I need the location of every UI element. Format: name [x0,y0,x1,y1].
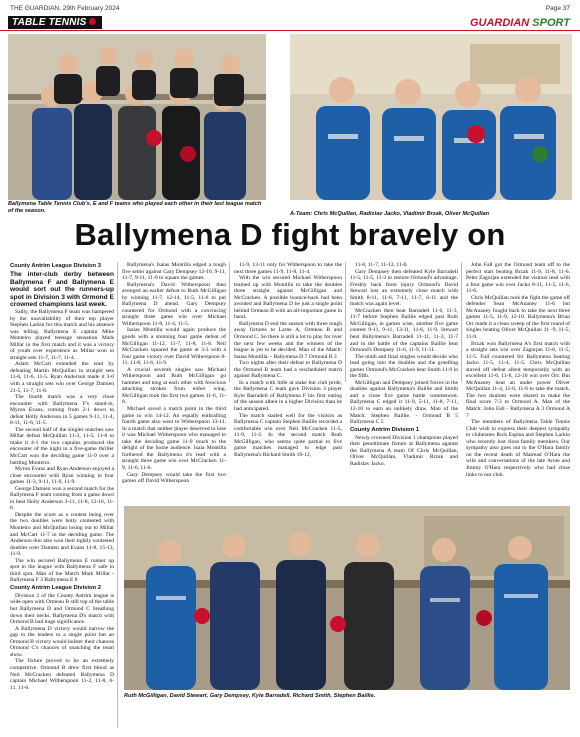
section-header [0,16,580,31]
article-paragraph: Adam McCart extended the lead by defeating Martin McQuillan in straight sets 11-8, 11-6, 11-5. Ryan Anderson made it 3-0 with a straight sets win over George Damien 21-5, 11-7, 11-8. [10,361,114,394]
section-subheading: County Antrim Division 1 [350,426,420,433]
article-column-3 [234,262,342,458]
article-paragraph: The second half of the singles matches saw Millar defeat McQuillan 11-3, 11-5, 11-8 to make it 4-1 the two captains produced the encounter of the night in a five-game thriller McCart won the deciding game 11-9 over a battling Monteiro. [10,426,114,466]
a-team-photo [290,34,572,200]
article-paragraph: John Fall got the Ormond team off to the perfect start beating Brzak 11-9, 11-8, 11-6. Peter Zagorjan extended the visitors lead with a four game win over Jacko 8-11, 11-5, 11-6, 11-6. [466,262,570,295]
article-paragraph: McCracken then beat Barradell 11-6, 11-3, 11-7 before Stephen Baillie edged past Ruth McGilligan, in games wise, another five game contest 9-11, 9-11, 13-11, 11-6, 11-9. Stewart beat Ballymena's Barradell 11-11, 11-3, 11-7 and in the battle of the captains Baillie beat Ormond's Dempsey 11-6, 11-9, 11-11. [350,307,458,354]
article-paragraph: The ninth and final singles would decide who lead going into the doubles and the gruelling games Ormond's McCracken beat Smith 11-9 in the fifth. [350,353,458,380]
article-paragraph: Myron Evans and Ryan Anderson enjoyed a close encounter with Ryan winning in four games 11-3, 9-11, 11-9, 11-9. [10,466,114,486]
article-paragraph: Division 2 of the County Antrim league is wide open with Ormeau B still top of the table but Ballymena D and Ormond C breathing down their necks. Ballymena D's match with Ormond B had huge significance. [10,592,114,626]
article-paragraph: A crucial seventh singles saw Michael Witherspoon and Ruth McGilligan go hammer and tong at each other with ferocious attacking strokes from either wing. McGilligan took the first two games 11-6, 11-8. [122,366,226,406]
article-paragraph: Two nights after their defeat to Ballymena D the Ormond B team had a rescheduled match against Ballymena C. [234,360,342,380]
article-paragraph: In a match with little at stake but club pride, the Ballymena C team gave Division 3 player Kyle Barradell of Ballymena F his first outing of the season albeit in a higher Division than he had anticipated. [234,379,342,413]
ormond-ballymena-photo-caption: Ruth McGilligan, David Stewart, Gary Dempsey, Kyle Barradell, Richard Smith, Stephen Baillie. [124,693,376,699]
article-standfirst: The inter-club derby between Ballymena F and Ballymena E would sort out the runners-up spot in Division 3 with Ormond E crowned champions last week. [10,271,114,309]
article-paragraph: The match started well for the visitors as Ballymena C captain Stephen Baillie recorded a comfortable win over Neil McCracken 11-5, 11-9, 11-2. In the second match Ruth McGilligan, who seems quite partial to five game matches managed to edge past Ballymena's Richard Smith 10-12, [234,412,342,458]
article-paragraph: 11-8, 11-7, 11-13, 11-6. [355,262,408,268]
article-paragraph: Chris McQuillan took the fight the game off defender Sean McAnaney 11-6 but McAnaney fought back to take the next three games 11-5, 11-9, 12-10. Ballymena's Brian Orr made it a clean sweep of the first round of singles beating Oliver McQuillan 11 -9, 11-5, 11-9. [466,294,570,341]
article-column-2 [122,262,226,485]
article-paragraph: Sadly, the Ballymena F team was hampered by the unavailability of their top player Stephen Larkin for this match and his absence was telling. Ballymena E captain Mike Monteiro played teenage sensation Mark Millar in the first match and it was a victory of youth over experience as Millar won in straight sets 11-7, 11-7, 11-4. [10,308,114,361]
article-paragraph: The win secured Ballymena E runner up spot in the league with Ballymena F safe in third spot. Man of the Match Mark Millar - Ballymena F 3 Ballymena E 8 [10,557,114,584]
issue-date: THE GUARDIAN, 29th February 2024 [10,5,120,12]
article-paragraph: Brzak won Ballymena A's first match with a straight sets win over Zagorjan 11-6, 11-5, 11-5. Full countered for Ballymena beating Jacko 11-5, 11-4, 11-5. Chris McQuillan staved off defeat albeit temporarily with an excellent 11-6, 11-8, 12-10 win over Orr. But McAnaney beat an under power Oliver McQuillan 11-4, 11-6, 11-6 to take the match. The two doubles were shared to make the final score 7-3 to Ormond A. Man of the Match: John Fall - Ballymena A 3 Ormond A 7 [466,340,570,419]
page-topline [10,3,570,13]
article-paragraph: The fixture proved to be an extremely competitive. Ormond B drew first blood as Neil McCracken defeated Ballymena D captain Michael Witherspoon 11-2, 11-8, 6-11, 11-6. [10,658,114,691]
article-paragraph: Gary Dempsey then defeated Kyle Barradell 11-5, 11-5, 11-3 to restore Ormond's advantage. Freshly back from injury Ormond's David Stewart lost an extremely close match with Smith 8-11, 11-6, 7-11, 11-7, 6-11 and the match was again level. [350,268,458,308]
team-photo-e-f [8,34,266,200]
article-paragraph: Newly crowned Division 1 champions played their penultimate fixture at Ballymena against the Ballymena A team Of Chris McQuillan, Oliver McQuillan, Vladimir Brzak and Radislav Jacko. [350,434,458,467]
article-paragraph: With the win secured Michael Witherspoon teamed up with Montilla to take the doubles three straight against McGilligan and McCracken. A possible bounce-back had been avoided and Ballymena D be just a single point behind Ormeau B with an all-important game in hand. [234,275,342,321]
article-paragraph: George Damien won a second match for the Ballymena F team coming from a game down to beat Holly Anderson 3-11, 11-8, 12-10, 11-6. [10,485,114,512]
article-paragraph: The members of Ballymena Table Tennis Club wish to express their deepest sympathy to clubmates Rick Espina and Stephen Larkin who recently lost close family members. Our sympathy also goes out to the O'Hara family on the recent death of Mairead O'Hara the wife and conversations of the late Arnie and Jimmy O'Hara respectively who had close links to our club. [466,419,570,478]
article-paragraph: Gary Dempsey would take the first two games off David Witherspoon [122,471,226,485]
article-paragraph: Despite the score as a contest being over the two doubles were hotly contested with Monteiro and McQuillan losing out to Millar and McCart 11-7 in the deciding game. The Anderson duo also won their tightly contested doubles over Damien and Evans 11-8, 15-13, 11-9. [10,511,114,558]
column-rule [461,262,462,382]
article-paragraph: The fourth match was a very close encounter with Ballymena F's stand-in, Myron Evans, coming from 2-1 down to defeat Holly Anderson in 5 games 9-11, 11-4, 8-11, 11-6, 11-5. [10,394,114,427]
article-column-4 [350,262,458,467]
section-subheading: County Antrim League Division 2 [10,584,101,591]
article-paragraph: Ballymena D end the season with three tough away fixtures to Larne A, Ormeau B and Ormond C. So there is still a lot to play for over the next few weeks and the winners of the league is yet to be decided. Man of the Match: Isaias Montilla. - Ballymena D 7 Ormond B 3 [234,320,342,360]
team-photo-e-f-caption: Ballymena Table Tennis Club's, E and F teams who played each other in their last league match of the season. [8,201,262,214]
guardian-sport-logo: GUARDIAN SPORT [469,17,570,29]
article-paragraph: Isaias Montilla would again produce the goods with a stunning four game defeat of McGilligan 11-12, 11-7, 11-8, 11-8. Neil McCracken squared the game at 3-3 with a four game victory over David Witherspoon 8-11, 11-8, 11-6, 11-9. [122,327,226,367]
ormond-ballymena-photo [124,506,570,690]
article-column-1 [10,262,114,691]
article-paragraph: Ballymena's Isaias Montilla edged a tough five setter against Gary Dempsey 12-10, 9-11, 11-7, 9-11, 11-9 to square the games. [122,262,226,282]
column-rule [229,262,230,382]
section-subheading: County Antrim League Division 3 [10,263,101,269]
headline: Ballymena D fight bravely on [74,217,506,252]
a-team-photo-caption: A-Team: Chris McQuillan, Radislav Jacko, Vladimir Brzak, Oliver McQuillan [290,211,490,217]
article-paragraph: Ballymena's David Witherspoon then avenged an earlier defeat to Ruth McGilligan by winning 11-7, 12-14, 11-5, 11-6 to put Ballymena D ahead. Gary Dempsey countered for Ormond with a convincing straight three game win over Michael Witherspoon 11-8, 11-4, 11-5. [122,281,226,327]
page-number: Page 37 [545,5,570,12]
column-rule [345,262,346,382]
article-paragraph: 11-9, 13-11 only for Witherspoon to take the next three games 11-9, 11-8, 11-4. [234,262,342,275]
ping-pong-ball-icon [89,18,96,25]
article-column-5 [466,262,570,478]
article-paragraph: A Ballymena D victory would narrow the gap to the leaders to a single point but an Ormond B victory would bolster their chances Ormond C's chances of snatching the team show. [10,625,114,658]
article-paragraph: McGilligan and Dempsey joined forces in the doubles against Ballymena's Baillie and Smith and a close five game battle commenced. Ballymena C edged it 11-9, 5-11, 11-8, 7-11, 12-10 to earn an unlikely draw. Man of the Match: Stephen Baillie. - Ormond B 5 Ballymena C 5 [350,379,458,426]
section-logo: TABLE TENNIS [8,16,102,29]
column-rule [117,262,118,728]
article-paragraph: Michael saved a match point in the third game to win 14-12. An equally enthralling fourth game also went to Witherspoon 13-11. In a match that neither player deserved to lose it was Michael Witherspoon who managed to take the deciding game 11-9 much to the delight of the home audience. Isaia Montilla furthered the Ballymena d's lead with a straight three game win over McCracken 11-9, 11-6, 11-6. [122,406,226,471]
